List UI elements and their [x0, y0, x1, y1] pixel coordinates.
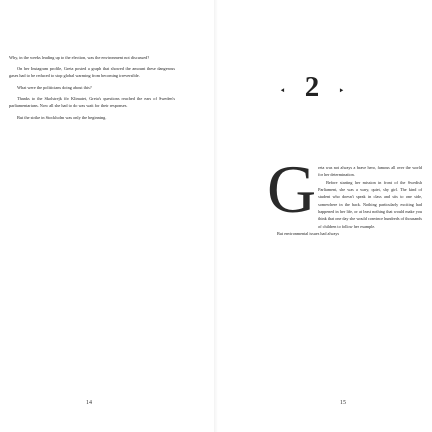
right-page-number: 15 — [340, 400, 346, 406]
left-paragraph-3: What were the politicians doing about this? — [17, 84, 92, 90]
ornament-right-icon: ⯈ — [338, 87, 344, 95]
right-paragraph-3: But environmental issues had always — [277, 231, 340, 237]
right-page-text — [267, 151, 422, 237]
drop-cap: G — [267, 151, 315, 227]
right-page — [218, 0, 432, 432]
left-paragraph-2: On her Instagram profile, Greta posted a graph that showed the amount these dangerous gases had to be reduced to stop global warming from becoming irreversible. — [9, 66, 175, 79]
right-paragraph-2: Before starting her mission in front of the Swedish Parliament, she was a wary, quiet, shy girl. The kind of student who doesn't speak in class and sits to one side, somewhere in the back. Nothing particularly exciting had happened in her life, or at least nothing that would make you think that one day she would convince hundreds of thousands of children to follow her example. — [318, 179, 422, 229]
chapter-number: 2 — [304, 71, 320, 103]
chapter-heading — [280, 71, 344, 103]
left-page-text — [9, 54, 175, 125]
left-page-number: 14 — [86, 400, 92, 406]
left-paragraph-1: Why, in the weeks leading up to the election, was the environment not discussed? — [9, 55, 150, 60]
right-paragraph-1: reta was not always a brave hero, famous all over the world for her determination. — [318, 165, 422, 178]
left-paragraph-4: Thanks to the Skolstrejk för Klimatet, Greta's questions reached the ears of Sweden's parliamentarians. Now all she had to do was wait for their responses. — [9, 95, 175, 109]
left-page — [0, 0, 214, 432]
left-paragraph-5: But the strike in Stockholm was only the beginning. — [17, 114, 107, 120]
ornament-left-icon: ⯇ — [280, 87, 286, 95]
